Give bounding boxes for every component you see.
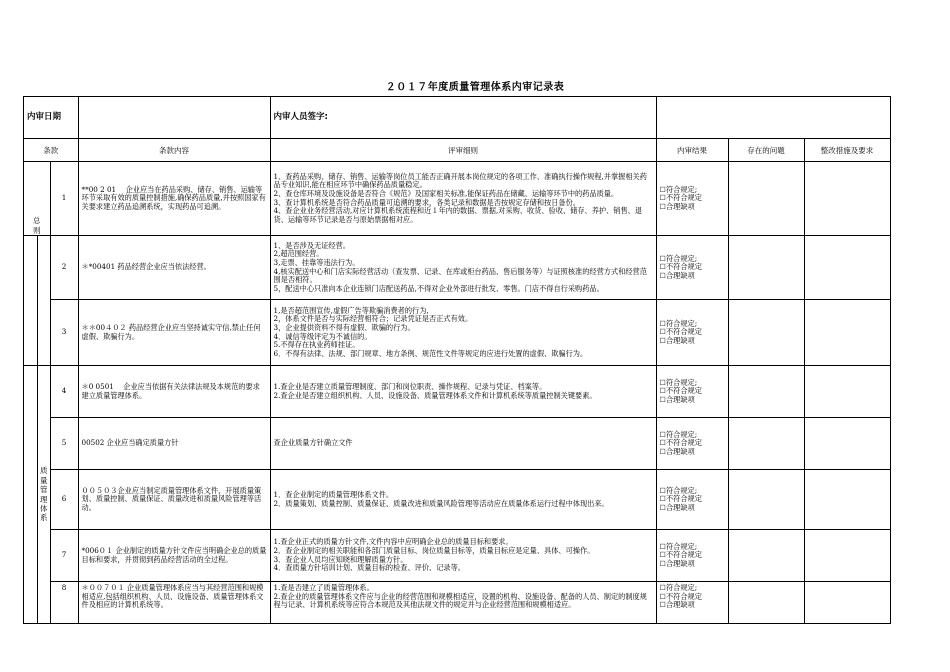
result-options[interactable]: ☐符合规定; ☐不符合规定 ☐合理缺项 [656,470,728,530]
issue-cell[interactable] [728,582,804,624]
clause-detail: 1.查是否建立了质量管理体系。 2.查企业的质量管理体系文件应与企业的经营范围和规模相适应，设置的机构、设施设备、配备的人员、制定的制度规程与记录、计算机系统等应符合本规范及其他法规文件的规定并与企业经营范围和规模相适应。 [270,582,656,624]
auditor-signature-value[interactable] [656,97,890,139]
clause-content: ＊*00401 药品经营企业应当依法经营。 [78,236,270,300]
issue-cell[interactable] [728,530,804,582]
audit-date-value[interactable] [78,97,270,139]
clause-number: 4 [50,366,78,418]
clause-content: 00502 企业应当确定质量方针 [78,418,270,470]
measure-cell[interactable] [804,418,890,470]
issue-cell[interactable] [728,300,804,366]
clause-detail: 1．查企业制定的质量管理体系文件。 2．质量策划、质量控制、质量保证、质量改进和质量风险管理等活动应在质量体系运行过程中体现出来。 [270,470,656,530]
table-row [24,366,891,418]
measure-cell[interactable] [804,300,890,366]
blank-cell [38,236,51,366]
measure-cell[interactable] [804,582,890,624]
clause-content: **00 2 01 企业应当在药品采购、储存、销售、运输等环节采取有效的质量控制措施,确保药品质量,并按照国家有关要求建立药品追溯系统，实现药品可追溯。 [78,162,270,236]
clause-detail: 1.查企业正式的质量方针文件,文件内容中应明确企业总的质量目标和要求。 2．查企业制定的相关职能和各部门质量目标、岗位质量目标等，质量目标应是定量、具体、可操作。 3．查企业人员均应知晓和理解质量方针。 4．查质量方针培训计划、质量目标的检查、评价、记录等。 [270,530,656,582]
measure-cell[interactable] [804,366,890,418]
column-header-measure: 整改措施及要求 [804,139,890,162]
clause-number: 7 [50,530,78,582]
table-row [24,418,891,470]
blank-cell [24,366,38,624]
table-row [24,162,891,236]
page-title: ２０１７年度质量管理体系内审记录表 [385,82,565,93]
clause-content: ００５０３企业应当制定质量管理体系文件，开展质量策划、质量控制、质量保证、质量改进和质量风险管理等活动。 [78,470,270,530]
clause-detail: 1.查企业是否建立质量管理制度、部门和岗位职责、操作规程、记录与凭证、档案等。 2.查企业是否建立组织机构、人员、设施设备、质量管理体系文件和计算机系统等质量控制关键要素。 [270,366,656,418]
clause-number: 2 [50,236,78,300]
column-header-detail: 评审细则 [270,139,656,162]
clause-detail: 1、是否涉及无证经营。 2,超范围经营。 3,走票、挂靠等违法行为。 4,核实配送中心和门店实际经营活动（查发票、记录、在库或柜台药品、售后服务等）与证照核准的经营方式和经营范围是否相符。 5，配送中心只准向本企业连锁门店配送药品,不得对企业外部进行批发、零售。门店不得自行采购药品。 [270,236,656,300]
issue-cell[interactable] [728,366,804,418]
measure-cell[interactable] [804,162,890,236]
result-options[interactable]: ☐符合规定; ☐不符合规定 ☐合理缺项 [656,236,728,300]
clause-number: 3 [50,300,78,366]
clause-content: *006０１ 企业制定的质量方针文件应当明确企业总的质量目标和要求，并贯彻到药品经营活动的全过程。 [78,530,270,582]
column-header-clause: 条款 [24,139,79,162]
clause-number: 6 [50,470,78,530]
group-label-qms: 质 量 管 理 体 系 [38,366,51,624]
table-row [24,300,891,366]
issue-cell[interactable] [728,418,804,470]
clause-detail: 1、查药品采购、储存、销售、运输等岗位员工能否正确开展本岗位规定的各项工作、准确执行操作规程,并掌握相关药品专业知识,能在相应环节中确保药品质量稳定。 2、查仓库环境及设施设备是否符合《规范》及国家相关标准,能保证药品在储藏、运输等环节中的药品质量。 3、查计算机系统是否符合药品质量可追溯的要求，各类记录和数据是否按规定存储和按日备份。 4、查企业业务经营活动,对应计算机系统流程和近１年内的数据、票据,对采购、收货、验收、储存、养护、销售、退货、运输等环节记录是否与原始票据相对应。 [270,162,656,236]
issue-cell[interactable] [728,236,804,300]
audit-record-table [23,96,891,624]
measure-cell[interactable] [804,470,890,530]
issue-cell[interactable] [728,470,804,530]
clause-content: ＊0 0501 企业应当依据有关法律法规及本规范的要求建立质量管理体系。 [78,366,270,418]
result-options[interactable]: ☐符合规定; ☐不符合规定 ☐合理缺项 [656,582,728,624]
clause-detail: 查企业质量方针确立文件 [270,418,656,470]
clause-number: 5 [50,418,78,470]
clause-content: ＊００７０１ 企业质量管理体系应当与其经营范围和规模相适应,包括组织机构、人员、设施设备、质量管理体系文件及相应的计算机系统等。 [78,582,270,624]
result-options[interactable]: ☐符合规定; ☐不符合规定 ☐合理缺项 [656,366,728,418]
table-row [24,470,891,530]
blank-cell [24,236,38,366]
column-header-result: 内审结果 [656,139,728,162]
table-row [24,582,891,624]
table-row [24,530,891,582]
clause-detail: 1,是否超范围宣传,虚假广告等欺骗消费者的行为, 2，体系文件是否与实际经营相符合；记录凭证是否正式有效。 3，企业提供资料不得有虚假、欺骗的行为。 4．诚信等级评定为不诚信的。 5.不得存在执业药师挂证。 6．不得有法律、法规、部门规章、地方条例、规范性文件等规定的应进行处置的虚假、欺骗行为。 [270,300,656,366]
column-header-issue: 存在的问题 [728,139,804,162]
result-options[interactable]: ☐符合规定; ☐不符合规定 ☐合理缺项 [656,418,728,470]
clause-number: 1 [50,162,78,236]
measure-cell[interactable] [804,236,890,300]
clause-content: ＊＊00４０２ 药品经营企业应当坚持诚实守信,禁止任何虚假、欺骗行为。 [78,300,270,366]
auditor-signature-label: 内审人员签字: [270,97,656,139]
column-header-content: 条款内容 [78,139,270,162]
table-row [24,236,891,300]
result-options[interactable]: ☐符合规定; ☐不符合规定 ☐合理缺项 [656,300,728,366]
issue-cell[interactable] [728,162,804,236]
result-options[interactable]: ☐符合规定; ☐不符合规定 ☐合理缺项 [656,530,728,582]
clause-number: 8 [50,582,78,624]
result-options[interactable]: ☐符合规定; ☐不符合规定 ☐合理缺项 [656,162,728,236]
audit-date-label: 内审日期 [24,97,79,139]
group-label-general: 总 则 [24,162,51,236]
measure-cell[interactable] [804,530,890,582]
